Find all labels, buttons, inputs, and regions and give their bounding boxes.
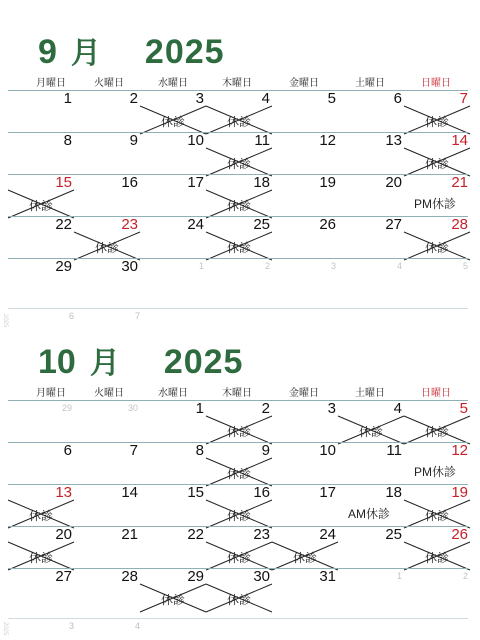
side-mark: 2025 [2, 622, 8, 636]
day-cell[interactable] [272, 133, 338, 175]
closed-mark [206, 458, 272, 486]
closed-label: 休診 [424, 115, 449, 129]
day-number: 10 [319, 442, 336, 459]
day-number: 28 [451, 216, 468, 233]
day-cell[interactable] [140, 133, 206, 175]
closed-label: 休診 [226, 551, 251, 565]
day-number: 1 [396, 571, 402, 581]
day-cell[interactable] [74, 527, 140, 569]
closed-label: 休診 [424, 157, 449, 171]
day-number: 3 [330, 261, 336, 271]
closed-label: 休診 [424, 241, 449, 255]
day-cell[interactable] [140, 401, 206, 443]
day-note: PM休診 [414, 465, 457, 479]
closed-label: 休診 [226, 199, 251, 213]
closed-label: 休診 [28, 199, 53, 213]
month-number: 10 [38, 343, 76, 381]
day-number: 27 [385, 216, 402, 233]
day-cell[interactable] [272, 569, 338, 611]
day-cell[interactable] [338, 175, 404, 217]
day-cell[interactable] [338, 133, 404, 175]
day-cell[interactable] [74, 485, 140, 527]
day-number: 14 [451, 132, 468, 149]
day-number: 30 [127, 403, 138, 413]
day-number: 18 [385, 484, 402, 501]
closed-label: 休診 [424, 551, 449, 565]
day-cell[interactable] [140, 443, 206, 485]
day-number: 2 [462, 571, 468, 581]
day-number: 5 [459, 400, 468, 417]
day-number: 7 [459, 90, 468, 107]
day-number: 25 [385, 526, 402, 543]
day-number: 18 [253, 174, 270, 191]
closed-label: 休診 [28, 509, 53, 523]
day-number: 3 [327, 400, 336, 417]
closed-mark [140, 584, 206, 612]
day-cell[interactable] [140, 259, 206, 301]
closed-mark [8, 542, 74, 570]
day-number: 24 [319, 526, 336, 543]
weekday-label: 日曜日 [421, 78, 451, 89]
day-number: 27 [55, 568, 72, 585]
closed-mark [206, 190, 272, 218]
closed-label: 休診 [160, 593, 185, 607]
closed-label: 休診 [226, 157, 251, 171]
day-cell[interactable] [74, 133, 140, 175]
day-cell[interactable] [206, 259, 272, 301]
day-cell[interactable] [338, 443, 404, 485]
week-row [8, 526, 468, 569]
day-number: 31 [319, 568, 336, 585]
week-row [8, 174, 468, 217]
day-number: 29 [55, 258, 72, 275]
day-number: 21 [451, 174, 468, 191]
day-cell[interactable] [8, 133, 74, 175]
day-note: PM休診 [414, 197, 457, 211]
day-number: 5 [327, 90, 336, 107]
day-cell[interactable] [74, 91, 140, 133]
closed-mark [404, 106, 470, 134]
day-number: 4 [393, 400, 402, 417]
day-number: 20 [385, 174, 402, 191]
closed-mark [404, 148, 470, 176]
month-number: 9 [38, 33, 57, 71]
day-number: 28 [121, 568, 138, 585]
day-cell[interactable] [74, 569, 140, 611]
day-cell[interactable] [404, 259, 470, 301]
closed-label: 休診 [358, 425, 383, 439]
weekday-label: 土曜日 [355, 388, 385, 399]
closed-mark [206, 584, 272, 612]
weekday-label: 火曜日 [94, 78, 124, 89]
day-number: 7 [129, 442, 138, 459]
day-cell[interactable] [140, 485, 206, 527]
preview-day-number: 7 [134, 311, 140, 321]
day-number: 14 [121, 484, 138, 501]
day-number: 4 [396, 261, 402, 271]
day-cell[interactable] [272, 443, 338, 485]
closed-label: 休診 [424, 425, 449, 439]
day-cell[interactable] [8, 217, 74, 259]
weekday-label: 月曜日 [36, 78, 66, 89]
day-number: 8 [195, 442, 204, 459]
weekday-label: 金曜日 [289, 388, 319, 399]
weekday-label: 火曜日 [94, 388, 124, 399]
day-number: 8 [63, 132, 72, 149]
week-row [8, 258, 468, 301]
day-cell[interactable] [338, 527, 404, 569]
day-number: 9 [129, 132, 138, 149]
day-cell[interactable] [404, 569, 470, 611]
day-number: 12 [319, 132, 336, 149]
closed-mark [206, 416, 272, 444]
closed-label: 休診 [226, 241, 251, 255]
preview-day-number: 6 [68, 311, 74, 321]
day-cell[interactable] [272, 175, 338, 217]
closed-label: 休診 [226, 509, 251, 523]
day-number: 1 [198, 261, 204, 271]
preview-day-number: 3 [68, 621, 74, 631]
month-unit: 月 [89, 347, 120, 380]
day-number: 11 [254, 132, 270, 149]
closed-mark [8, 500, 74, 528]
day-number: 17 [319, 484, 336, 501]
day-cell[interactable] [140, 527, 206, 569]
closed-mark [206, 232, 272, 260]
closed-label: 休診 [160, 115, 185, 129]
day-number: 15 [187, 484, 204, 501]
week-row [8, 216, 468, 259]
weekday-label: 土曜日 [355, 78, 385, 89]
year-number: 2025 [163, 343, 244, 381]
week-row [8, 484, 468, 527]
closed-mark [338, 416, 404, 444]
day-cell[interactable] [8, 569, 74, 611]
closed-mark [206, 148, 272, 176]
day-cell[interactable] [272, 217, 338, 259]
week-row [8, 132, 468, 175]
day-cell[interactable] [338, 259, 404, 301]
closed-mark [272, 542, 338, 570]
weekday-label: 金曜日 [289, 78, 319, 89]
day-number: 2 [261, 400, 270, 417]
closed-mark [8, 190, 74, 218]
day-cell[interactable] [74, 175, 140, 217]
day-number: 21 [121, 526, 138, 543]
closed-label: 休診 [226, 593, 251, 607]
day-number: 16 [121, 174, 138, 191]
day-number: 29 [187, 568, 204, 585]
day-number: 3 [195, 90, 204, 107]
day-number: 9 [261, 442, 270, 459]
day-number: 17 [187, 174, 204, 191]
day-number: 26 [319, 216, 336, 233]
next-week-preview [8, 308, 468, 325]
day-number: 16 [253, 484, 270, 501]
week-row [8, 400, 468, 443]
closed-label: 休診 [28, 551, 53, 565]
day-number: 23 [121, 216, 138, 233]
closed-label: 休診 [226, 467, 251, 481]
day-number: 30 [253, 568, 270, 585]
day-number: 26 [451, 526, 468, 543]
day-cell[interactable] [8, 401, 74, 443]
preview-day-number: 4 [134, 621, 140, 631]
day-number: 1 [195, 400, 204, 417]
day-cell[interactable] [8, 91, 74, 133]
day-number: 22 [187, 526, 204, 543]
month-title [38, 28, 225, 72]
month-unit: 月 [70, 37, 101, 70]
day-number: 19 [451, 484, 468, 501]
day-cell[interactable] [140, 175, 206, 217]
day-number: 13 [55, 484, 72, 501]
day-number: 6 [63, 442, 72, 459]
day-cell[interactable] [272, 91, 338, 133]
day-number: 2 [264, 261, 270, 271]
closed-label: 休診 [292, 551, 317, 565]
week-row [8, 568, 468, 611]
weekday-label: 水曜日 [158, 388, 188, 399]
day-number: 10 [187, 132, 204, 149]
day-number: 29 [61, 403, 72, 413]
week-row [8, 90, 468, 133]
day-number: 19 [319, 174, 336, 191]
next-week-preview [8, 618, 468, 635]
day-cell[interactable] [74, 443, 140, 485]
day-number: 30 [121, 258, 138, 275]
day-cell[interactable] [272, 401, 338, 443]
day-number: 12 [451, 442, 468, 459]
day-number: 13 [385, 132, 402, 149]
closed-mark [206, 106, 272, 134]
closed-mark [74, 232, 140, 260]
closed-mark [206, 542, 272, 570]
day-cell[interactable] [8, 259, 74, 301]
day-number: 24 [187, 216, 204, 233]
closed-label: 休診 [94, 241, 119, 255]
day-number: 25 [253, 216, 270, 233]
day-number: 1 [63, 90, 72, 107]
day-number: 2 [129, 90, 138, 107]
day-number: 20 [55, 526, 72, 543]
day-cell[interactable] [8, 443, 74, 485]
weekday-label: 木曜日 [222, 388, 252, 399]
day-cell[interactable] [272, 259, 338, 301]
weekday-label: 木曜日 [222, 78, 252, 89]
day-number: 5 [462, 261, 468, 271]
closed-mark [404, 542, 470, 570]
closed-mark [404, 500, 470, 528]
day-number: 22 [55, 216, 72, 233]
closed-mark [140, 106, 206, 134]
day-cell[interactable] [338, 569, 404, 611]
side-mark: 2025 [2, 314, 8, 328]
closed-label: 休診 [226, 425, 251, 439]
closed-mark [404, 416, 470, 444]
weekday-header [0, 384, 480, 399]
day-cell[interactable] [272, 485, 338, 527]
year-number: 2025 [144, 33, 225, 71]
day-number: 23 [253, 526, 270, 543]
weekday-label: 月曜日 [36, 388, 66, 399]
week-row [8, 442, 468, 485]
closed-mark [206, 500, 272, 528]
day-cell[interactable] [338, 217, 404, 259]
closed-label: 休診 [226, 115, 251, 129]
weekday-label: 日曜日 [421, 388, 451, 399]
day-cell[interactable] [140, 217, 206, 259]
month-title [38, 338, 243, 382]
day-cell[interactable] [338, 91, 404, 133]
day-note: AM休診 [348, 507, 391, 521]
day-cell[interactable] [74, 259, 140, 301]
weekday-header [0, 74, 480, 89]
day-number: 4 [261, 90, 270, 107]
closed-label: 休診 [424, 509, 449, 523]
day-number: 6 [393, 90, 402, 107]
closed-mark [404, 232, 470, 260]
day-number: 15 [55, 174, 72, 191]
day-number: 11 [386, 442, 402, 459]
day-cell[interactable] [74, 401, 140, 443]
weekday-label: 水曜日 [158, 78, 188, 89]
